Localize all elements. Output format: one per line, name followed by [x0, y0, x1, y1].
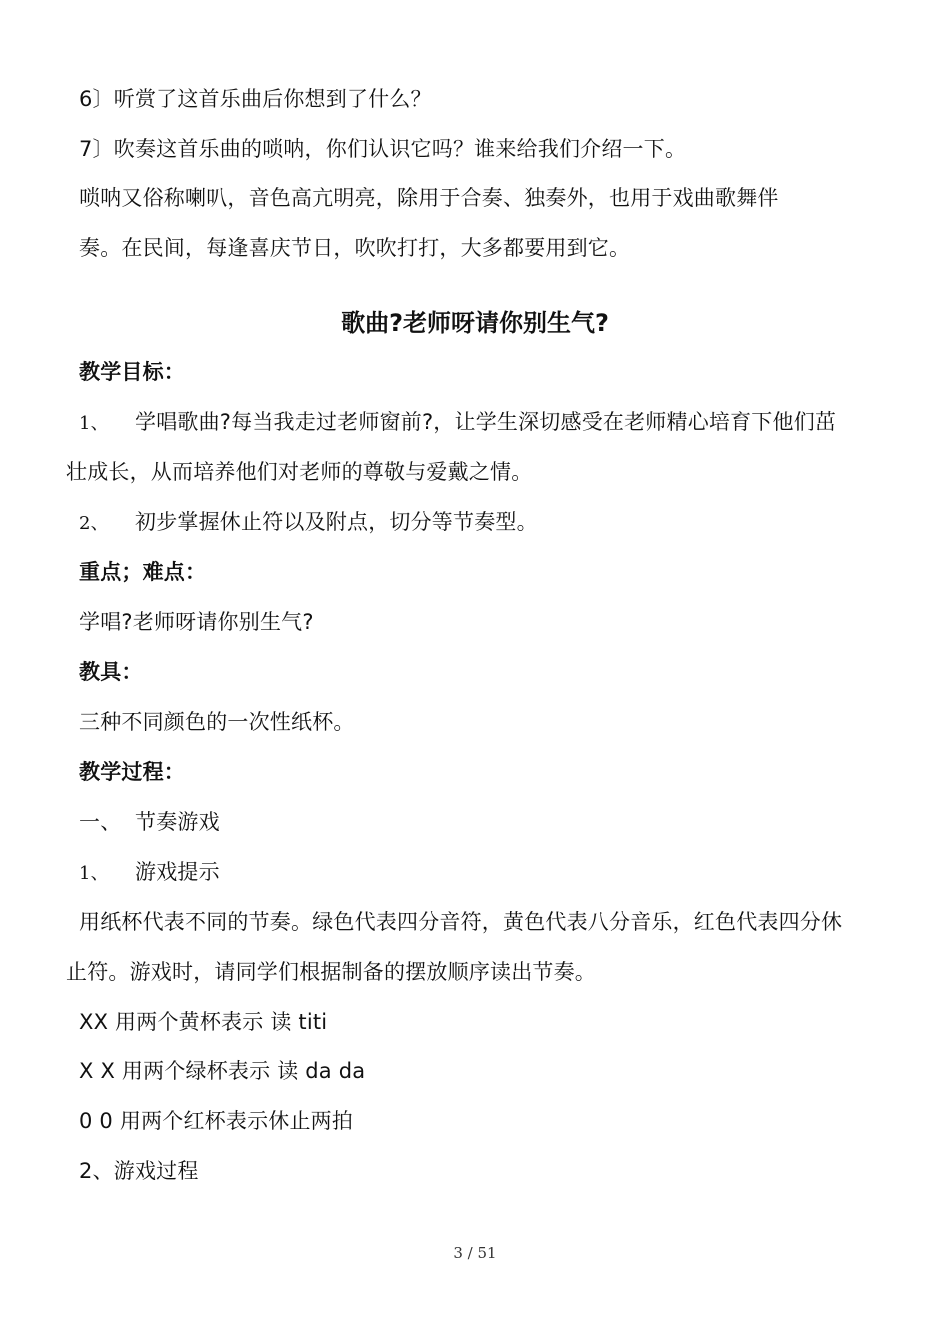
process-sub-1-text: 游戏提示 — [135, 860, 220, 884]
game-description-line2: 止符。游戏时，请同学们根据制备的摆放顺序读出节奏。 — [66, 960, 596, 984]
section-title: 歌曲?老师呀请你别生气? — [341, 309, 609, 337]
focus-text: 学唱?老师呀请你别生气? — [79, 610, 314, 634]
process-sub-2: 2、游戏过程 — [79, 1159, 199, 1183]
process-section-1-number: 一、 — [79, 810, 122, 834]
page-number: 3 / 51 — [453, 1244, 497, 1262]
focus-heading: 重点；难点： — [79, 560, 207, 584]
paragraph-suona-line2: 奏。在民间，每逢喜庆节日，吹吹打打，大多都要用到它。 — [79, 236, 631, 260]
goal-item-1-number: 1、 — [79, 413, 109, 434]
rhythm-rule-3: 0 0 用两个红杯表示休止两拍 — [79, 1109, 354, 1133]
process-section-1-text: 节奏游戏 — [135, 810, 220, 834]
rhythm-rule-2: X X 用两个绿杯表示 读 da da — [79, 1059, 366, 1083]
question-6: 6〕听赏了这首乐曲后你想到了什么？ — [79, 87, 432, 111]
rhythm-rule-1: XX 用两个黄杯表示 读 titi — [79, 1010, 328, 1034]
process-section-1 — [79, 807, 220, 837]
goal-item-1-text: 学唱歌曲?每当我走过老师窗前?，让学生深切感受在老师精心培育下他们茁 — [135, 410, 837, 434]
process-heading: 教学过程： — [79, 760, 185, 784]
goal-item-1 — [79, 407, 836, 439]
game-description-line1: 用纸杯代表不同的节奏。绿色代表四分音符，黄色代表八分音乐，红色代表四分休 — [79, 910, 843, 934]
process-sub-1-number: 1、 — [79, 863, 109, 884]
tools-heading: 教具： — [79, 660, 143, 684]
goals-heading: 教学目标： — [79, 360, 185, 384]
goal-item-2-number: 2、 — [79, 513, 109, 534]
goal-item-2 — [79, 507, 538, 539]
goal-item-2-text: 初步掌握休止符以及附点，切分等节奏型。 — [135, 510, 538, 534]
tools-text: 三种不同颜色的一次性纸杯。 — [79, 710, 355, 734]
paragraph-suona-line1: 唢呐又俗称喇叭，音色高亢明亮，除用于合奏、独奏外，也用于戏曲歌舞伴 — [79, 186, 779, 210]
goal-item-1-continued: 壮成长，从而培养他们对老师的尊敬与爱戴之情。 — [66, 460, 533, 484]
question-7: 7〕吹奏这首乐曲的唢呐，你们认识它吗？谁来给我们介绍一下。 — [79, 137, 687, 161]
process-sub-1 — [79, 857, 220, 889]
